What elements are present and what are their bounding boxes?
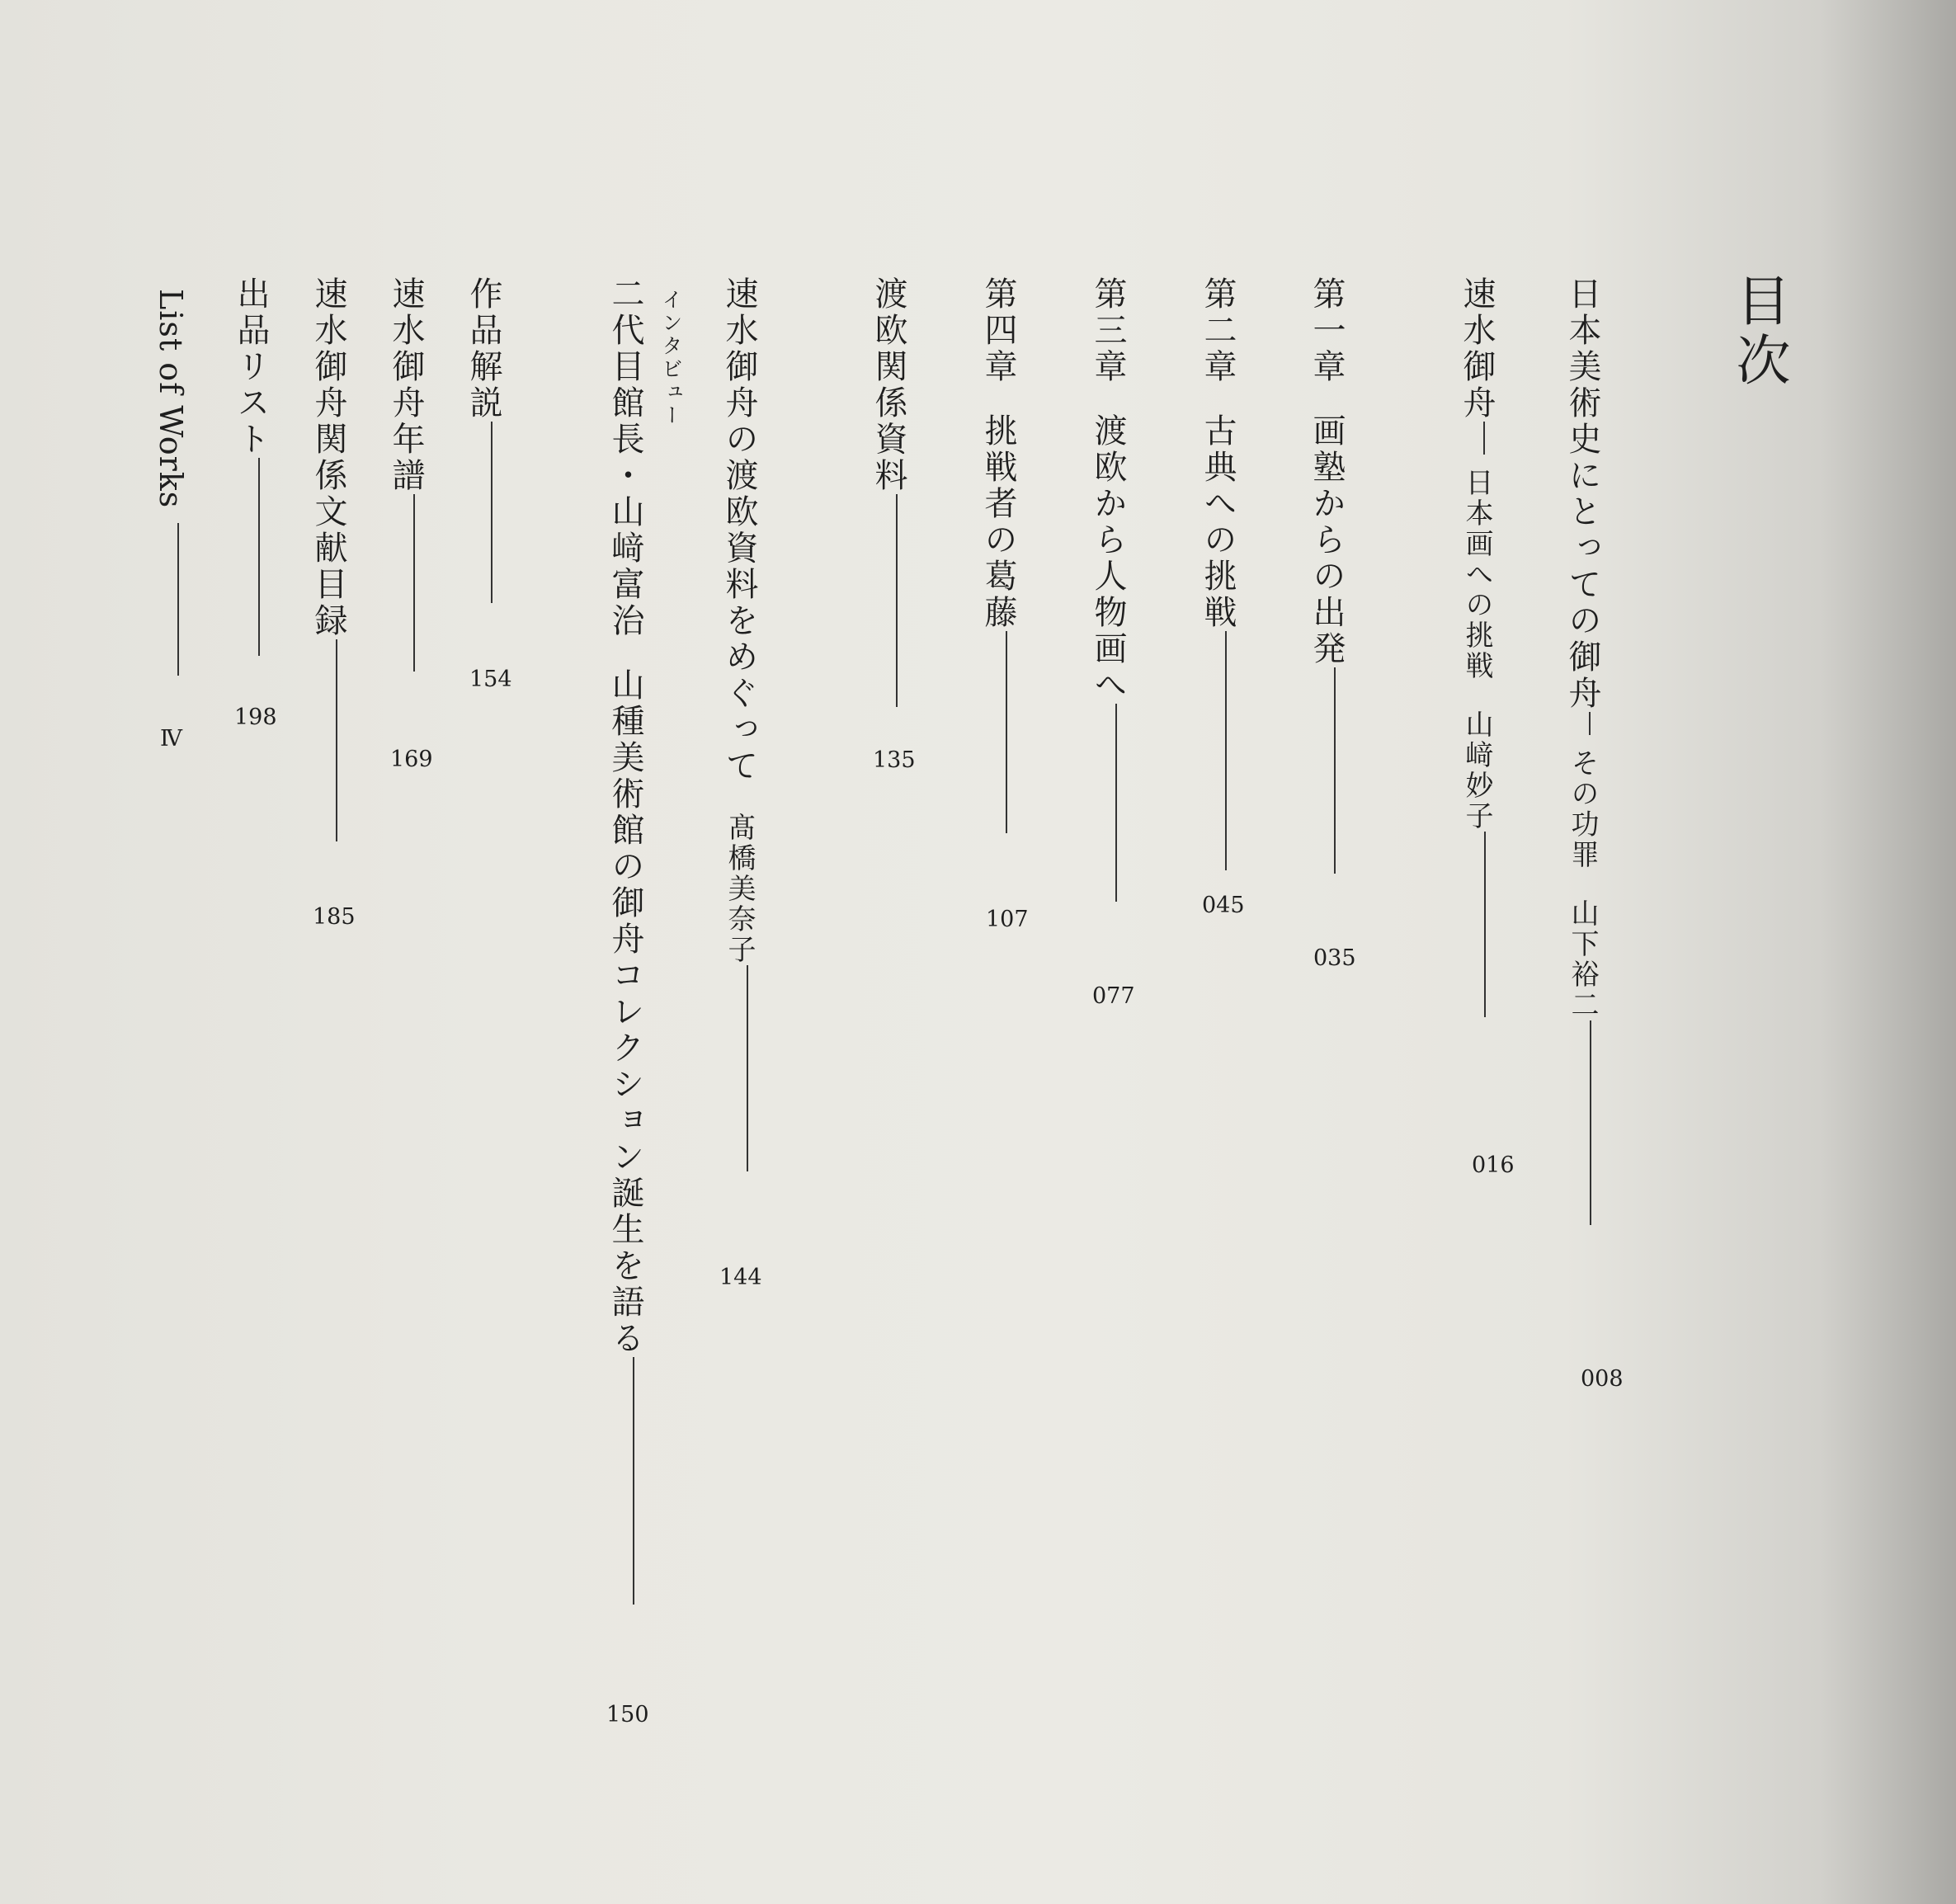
entry-title: 速水御舟関係文献目録 [309,276,347,639]
entry-dash [1483,422,1485,455]
toc-entry-12[interactable] [232,276,270,656]
page-number: 045 [1202,893,1245,918]
toc-entry-4[interactable] [1089,276,1127,902]
leader-line [747,965,748,1171]
entry-author: 山下裕二 [1566,898,1599,1020]
leader-line [491,422,493,603]
page-title: 目次 [1727,272,1790,391]
toc-entry-3[interactable] [1199,276,1237,870]
entry-author: 山﨑妙子 [1460,709,1493,832]
toc-entry-2[interactable] [1308,276,1346,874]
page-number: 016 [1472,1152,1515,1178]
page-number: 144 [719,1265,762,1290]
page-number: 107 [986,907,1029,932]
page-number: 154 [469,667,512,692]
entry-title: 挑戦者の葛藤 [979,413,1017,631]
entry-chapter: 第四章 [979,276,1017,385]
leader-line [1115,704,1117,902]
leader-line [258,458,260,656]
entry-chapter: 第三章 [1089,276,1127,385]
page-number: 150 [606,1702,649,1727]
toc-entry-5[interactable] [979,276,1017,833]
toc-entry-13[interactable] [153,289,189,676]
leader-line [896,494,898,707]
leader-line [1590,1020,1591,1225]
entry-subtitle: 日本画への挑戦 [1460,468,1493,681]
toc-entry-0[interactable] [1563,276,1601,1225]
entry-author: 髙橋美奈子 [723,813,756,965]
entry-title: 日本美術史にとっての御舟 [1563,276,1601,712]
entry-title: 古典への挑戦 [1199,413,1237,631]
toc-entry-11[interactable] [309,276,347,841]
page-number: 008 [1581,1366,1624,1392]
page-number: 077 [1092,983,1135,1009]
page-number: 185 [313,904,356,930]
toc-entry-9[interactable] [464,276,502,603]
entry-chapter: 第二章 [1199,276,1237,385]
page-number: 198 [234,705,277,730]
leader-line [1484,832,1486,1017]
entry-chapter: 第一章 [1308,276,1346,385]
entry-title: 渡欧関係資料 [870,276,907,494]
entry-title: 渡欧から人物画へ [1089,413,1127,704]
toc-entry-10[interactable] [387,276,425,672]
page-number: 135 [873,747,916,773]
leader-line [1334,667,1336,874]
entry-title: 画塾からの出発 [1308,413,1346,667]
entry-subtitle: 山種美術館の御舟コレクション誕生を語る [606,667,644,1357]
leader-line [1006,631,1007,833]
toc-entry-1[interactable] [1458,276,1496,1017]
page-number: 169 [390,747,433,772]
entry-title: 速水御舟 [1458,276,1496,422]
entry-subtitle: その功罪 [1566,748,1599,870]
leader-line [177,523,179,676]
toc-entry-7[interactable] [720,276,758,1171]
leader-line [413,494,415,672]
toc-entry-8[interactable] [606,276,644,1605]
entry-title: 速水御舟年譜 [387,276,425,494]
leader-line [1225,631,1227,870]
toc-entry-6[interactable] [872,276,905,707]
entry-title: 作品解説 [464,276,502,422]
entry-title: 出品リスト [232,276,270,458]
page-number: Ⅳ [158,726,184,752]
entry-label: インタビュー [659,289,683,427]
leader-line [633,1357,634,1605]
leader-line [336,639,337,841]
entry-title: 速水御舟の渡欧資料をめぐって [720,276,758,785]
entry-dash [1589,712,1591,735]
page-number: 035 [1313,945,1356,971]
entry-title: List of Works [153,289,189,509]
entry-title: 二代目館長・山﨑富治 [606,276,644,639]
